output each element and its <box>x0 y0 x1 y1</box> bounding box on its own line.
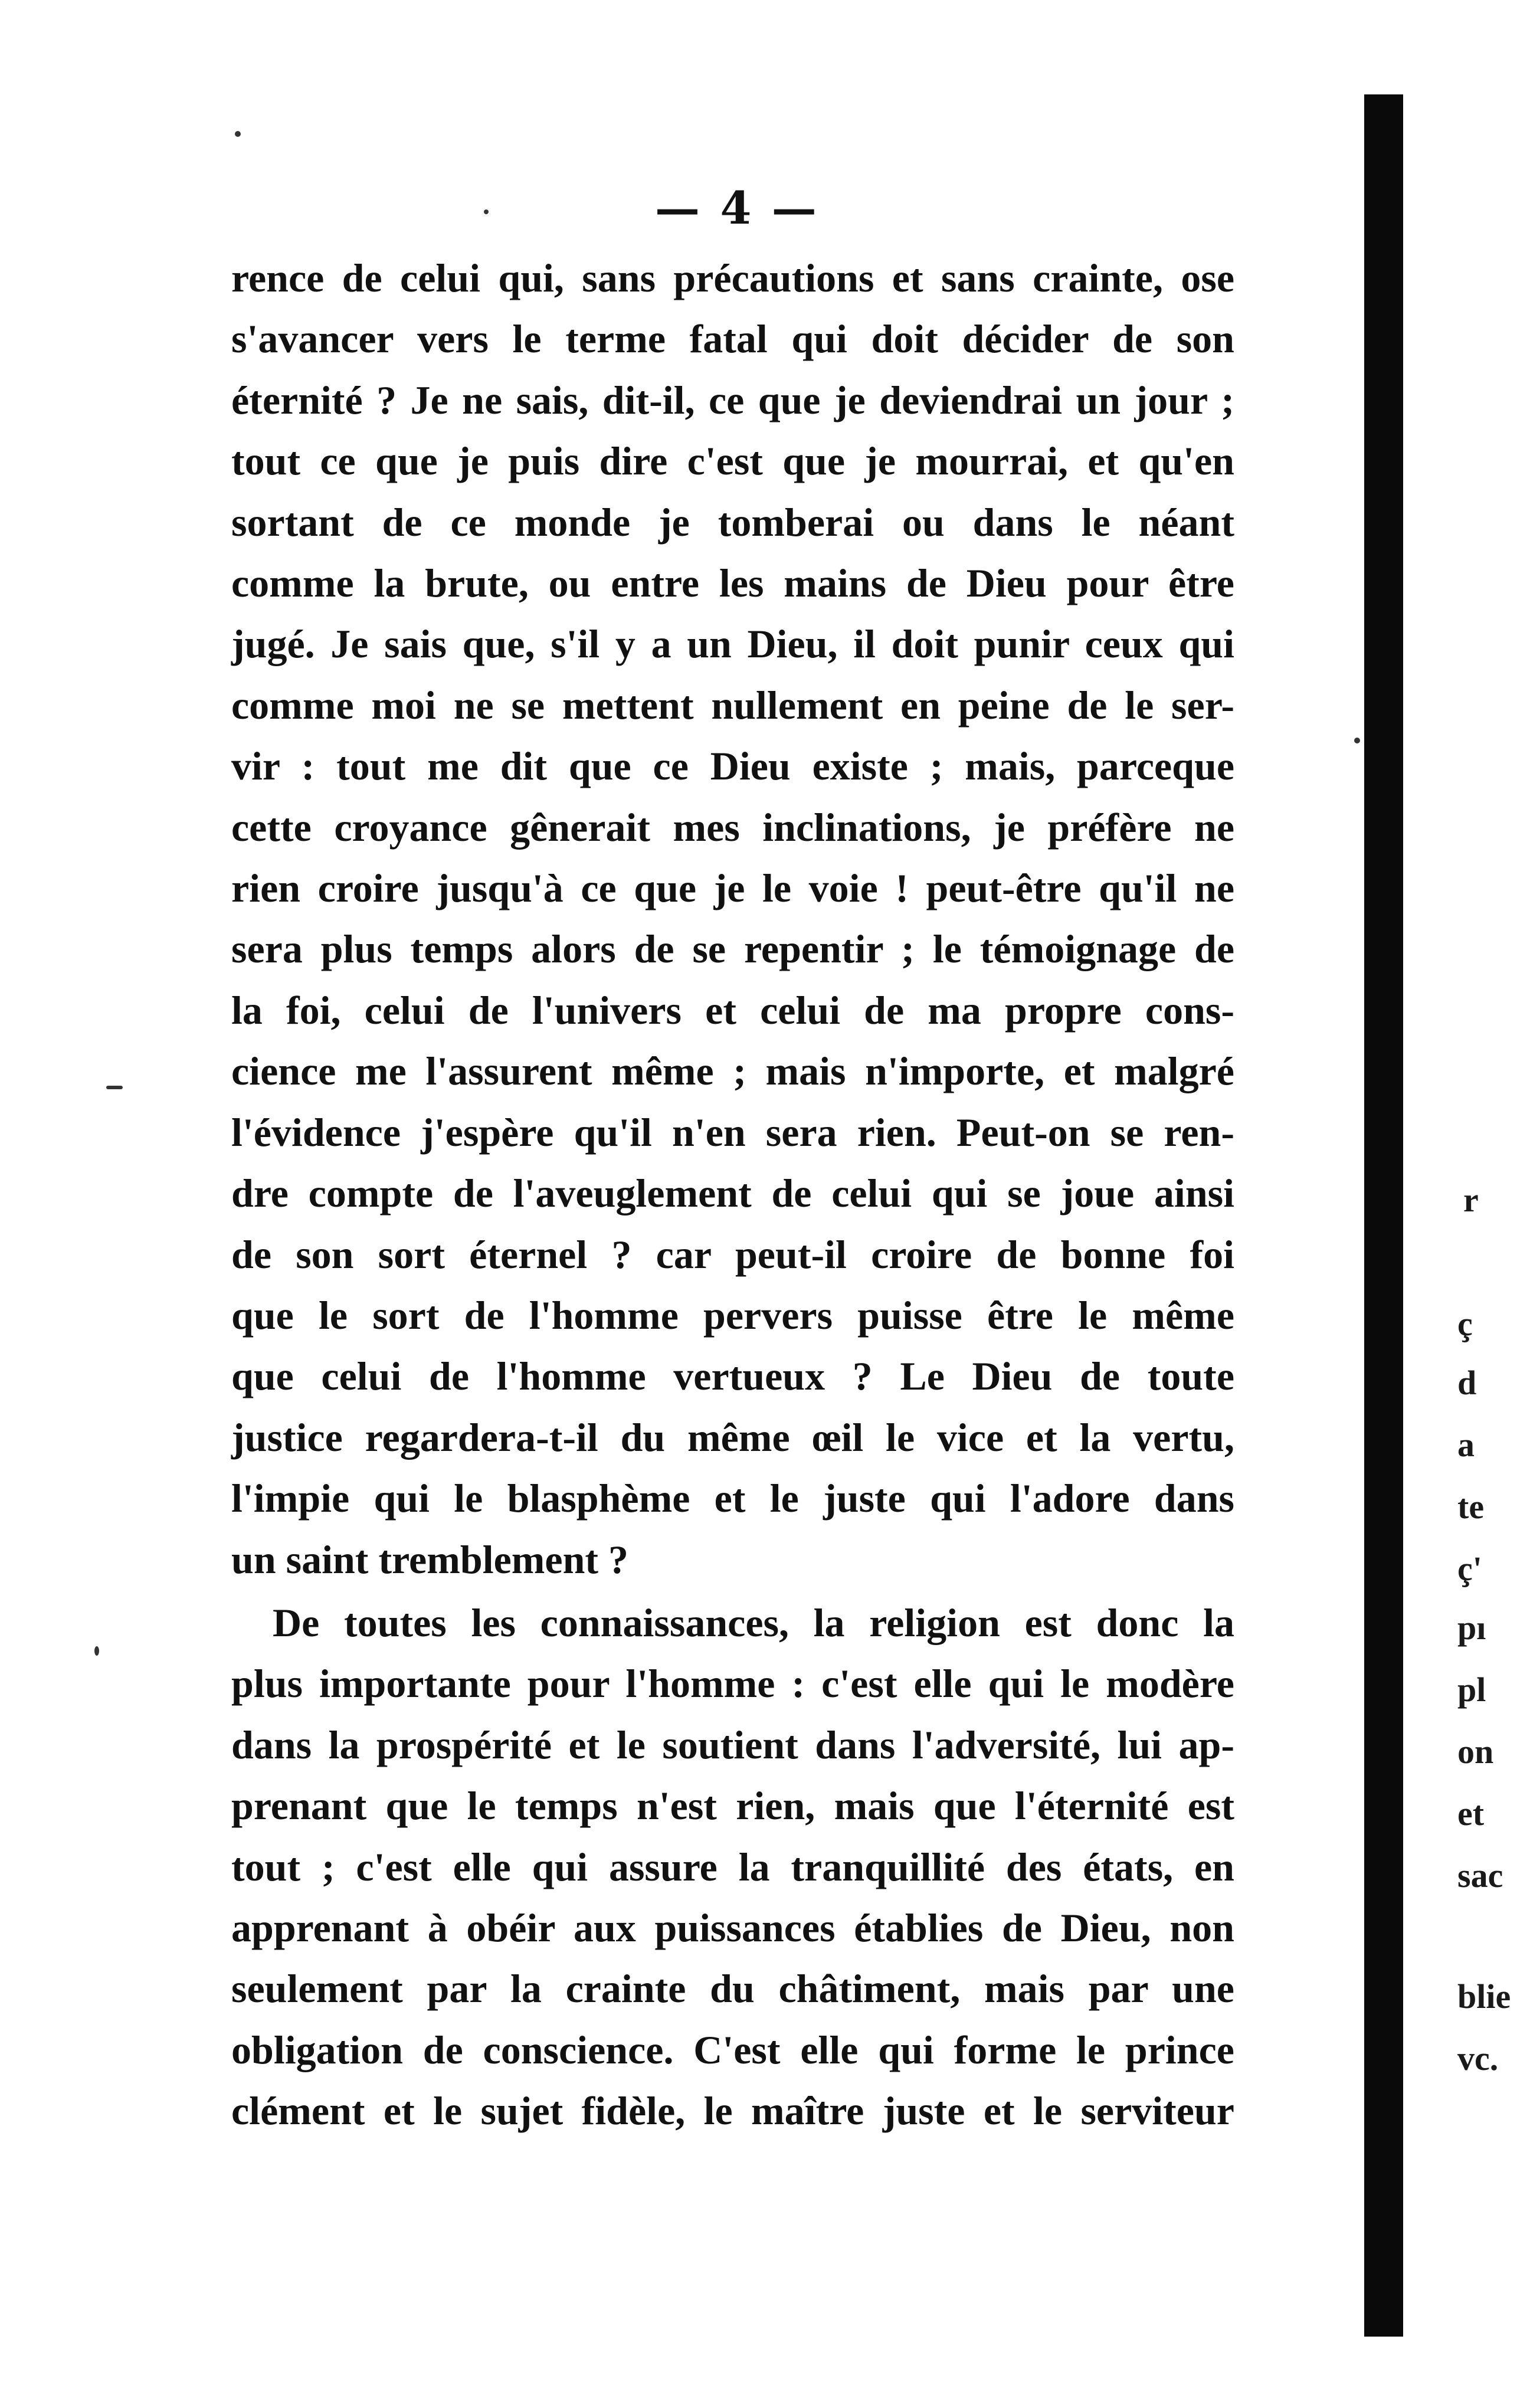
text-line: dre compte de l'aveuglement de celui qui se joue ainsi <box>231 1171 1234 1216</box>
text-line: l'impie qui le blasphème et le juste qui l'adore dans <box>231 1476 1234 1521</box>
text-line: De toutes les connaissances, la religion est donc la <box>273 1600 1234 1645</box>
text-line: que celui de l'homme vertueux ? Le Dieu de toute <box>231 1354 1234 1399</box>
edge-fragment: et <box>1457 1794 1485 1833</box>
text-line: que le sort de l'homme pervers puisse être le même <box>231 1292 1234 1338</box>
text-line: de son sort éternel ? car peut-il croire de bonne foi <box>231 1231 1234 1277</box>
text-line: s'avancer vers le terme fatal qui doit décider de son <box>231 316 1234 362</box>
text-line: la foi, celui de l'univers et celui de ma propre cons- <box>231 987 1234 1033</box>
text-line: l'évidence j'espère qu'il n'en sera rien. Peut-on se ren- <box>231 1109 1234 1155</box>
text-line: tout ce que je puis dire c'est que je mourrai, et qu'en <box>231 438 1234 484</box>
text-line: comme moi ne se mettent nullement en peine de le ser- <box>231 682 1234 728</box>
edge-fragment: d <box>1457 1364 1477 1402</box>
page-number: — 4 — <box>655 182 819 234</box>
text-line: sera plus temps alors de se repentir ; le témoignage de <box>231 926 1234 972</box>
edge-fragment: blie <box>1457 1977 1511 2016</box>
body-text <box>231 248 1234 2142</box>
edge-fragment: vc. <box>1457 2039 1499 2078</box>
text-line: vir : tout me dit que ce Dieu existe ; mais, parceque <box>231 743 1234 789</box>
text-line: prenant que le temps n'est rien, mais que l'éternité est <box>231 1783 1234 1829</box>
edge-fragment: a <box>1457 1426 1475 1464</box>
edge-fragment: pı <box>1457 1608 1486 1647</box>
text-line: apprenant à obéir aux puissances établies de Dieu, non <box>231 1905 1234 1950</box>
text-line: plus importante pour l'homme : c'est elle qui le modère <box>231 1661 1234 1706</box>
edge-fragment: pl <box>1457 1670 1486 1709</box>
text-line: éternité ? Je ne sais, dit-il, ce que je deviendrai un jour ; <box>231 377 1234 422</box>
paper-speck <box>94 1646 99 1656</box>
next-page-edge <box>1457 0 1530 2408</box>
text-line: un saint tremblement ? <box>231 1536 629 1582</box>
text-line: justice regardera-t-il du même œil le vice et la vertu, <box>231 1414 1234 1460</box>
text-line: tout ; c'est elle qui assure la tranquillité des états, en <box>231 1844 1234 1889</box>
text-line: rence de celui qui, sans précautions et sans crainte, ose <box>231 255 1234 300</box>
edge-fragment: ç' <box>1457 1549 1482 1588</box>
text-line: obligation de conscience. C'est elle qui forme le prince <box>231 2027 1234 2072</box>
text-line: comme la brute, ou entre les mains de Dieu pour être <box>231 561 1234 606</box>
page-binding-shadow <box>1364 94 1403 2337</box>
edge-fragment: on <box>1457 1732 1494 1771</box>
edge-fragment: sac <box>1457 1856 1503 1895</box>
text-line: seulement par la crainte du châtiment, mais par une <box>231 1966 1234 2011</box>
paper-speck <box>235 131 241 137</box>
edge-fragment: te <box>1457 1488 1485 1526</box>
edge-fragment: r <box>1463 1181 1479 1219</box>
text-line: dans la prospérité et le soutient dans l'adversité, lui ap- <box>231 1722 1234 1767</box>
text-line: sortant de ce monde je tomberai ou dans le néant <box>231 499 1234 545</box>
text-line: rien croire jusqu'à ce que je le voie ! peut-être qu'il ne <box>231 866 1234 911</box>
paper-speck <box>1354 738 1360 743</box>
text-line: jugé. Je sais que, s'il y a un Dieu, il doit punir ceux qui <box>231 621 1234 667</box>
text-line: cience me l'assurent même ; mais n'importe, et malgré <box>231 1049 1234 1094</box>
paper-speck <box>484 209 489 214</box>
text-line: clément et le sujet fidèle, le maître juste et le serviteur <box>231 2088 1234 2134</box>
edge-fragment: ç <box>1457 1305 1473 1343</box>
text-line: cette croyance gênerait mes inclinations, je préfère ne <box>231 804 1234 850</box>
paper-speck <box>106 1086 123 1089</box>
